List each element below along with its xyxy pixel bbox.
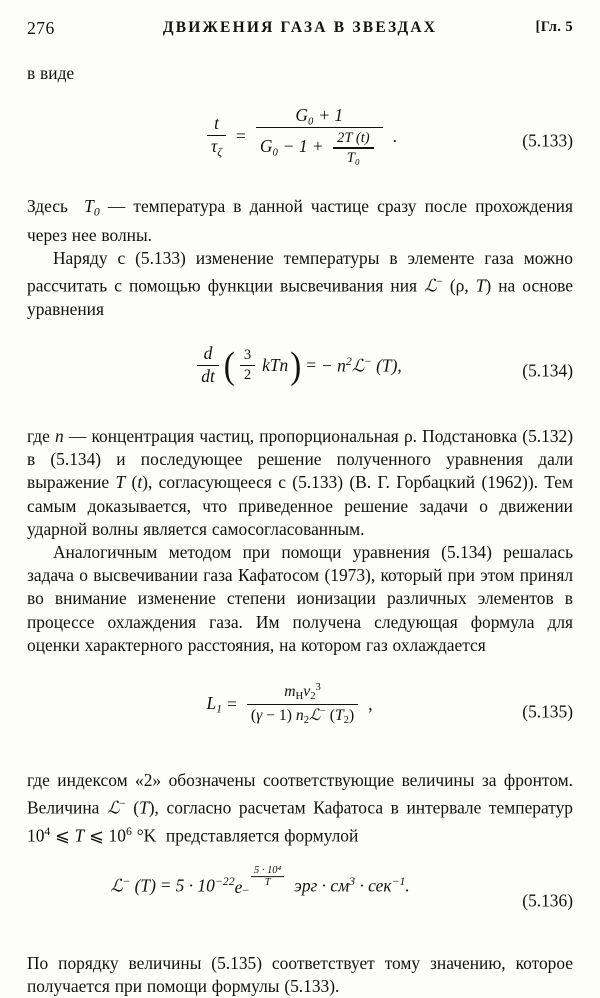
eq5136-exp-den: T: [264, 877, 271, 889]
eq5135-relation: =: [227, 693, 237, 714]
eq5134-inner-num: 3: [243, 347, 252, 364]
eq5133-tau-subscript: ζ: [217, 144, 223, 159]
eq5134-inner-fraction: [240, 346, 255, 384]
paragraph-final: По порядку величины (5.135) соответствует тому значению, которое получается при помощи формулы (5.133).: [27, 952, 573, 996]
eq5136-coefficient: $5 \cdot 10^{-22}$: [175, 874, 235, 896]
eq5134-relation: =: [306, 354, 317, 375]
eq5135-trailing: ,: [368, 693, 373, 714]
equation-number-5-135: (5.135): [522, 701, 573, 722]
eq5133-nested-den: T₀: [346, 149, 360, 166]
eq5136-exp-fraction: [251, 865, 284, 889]
paragraph-naryadu: Наряду с (5.133) изменение температуры в элементе газа можно рассчитать с помощью функции высвечивания ния ℒ− (ρ, T) на основе уравнения: [27, 247, 573, 319]
eq5134-rhs: − $n^2ℒ^-$ (T),: [321, 353, 402, 376]
eq5133-rhs-num-text: G₀ + 1: [295, 105, 344, 126]
eq5135-lhs: $L_1$: [206, 692, 223, 716]
equation-5-134: $\frac{d}{dt}$ ( $\frac{3}{2}$ kTn ) = − $n^2ℒ^-$ (T), (5.134): [27, 343, 573, 399]
body-text: [27, 62, 573, 998]
eq5133-den-left: G₀ − 1 +: [259, 135, 324, 156]
equation-5-133: [27, 105, 573, 177]
equation-number-5-136: (5.136): [522, 890, 573, 911]
eq5133-lhs-numerator: t: [214, 113, 219, 134]
eq5136-units: эрг · $см^3 \cdot сек^{-1}$.: [294, 874, 410, 896]
eq5136-lhs: ℒ− (T): [110, 874, 156, 896]
eq5134-d-den: dt: [201, 365, 215, 386]
eq5133-rhs-denominator: [256, 128, 383, 168]
paragraph-analogichnym: Аналогичным методом при помощи уравнения (5.134) решалась задача о высвечивании газа Кафатосом (1973), который при этом принял во внимание изменение степени ионизации различных элементов в процессе охлаждения газа. Им получена следующая формула для оценки характерного расстояния, на котором газ охлаждается: [27, 542, 573, 655]
eq5133-lhs-fraction: [207, 113, 226, 159]
eq5133-relation: =: [236, 126, 246, 147]
eq5136-exp-sign: −: [242, 882, 250, 897]
page-folio: 276: [27, 18, 55, 38]
eq5134-d-num: d: [203, 343, 213, 364]
eq5133-nested-num: 2T (t): [337, 129, 370, 146]
eq5134-inner-den: 2: [243, 366, 252, 383]
lead-in-text: в виде: [27, 63, 75, 83]
chapter-marker: [Гл. 5: [535, 19, 573, 35]
eq5133-lhs-denominator: [207, 136, 226, 160]
eq5136-exp-num: 5 · 10⁴: [254, 864, 282, 876]
eq5133-nested-fraction: [333, 129, 374, 167]
eq5133-tau: τ: [211, 136, 218, 157]
eq5133-rhs-numerator: [291, 105, 347, 126]
equation-number-5-133: (5.133): [522, 130, 573, 151]
eq5135-numerator: $m_Hv_2^3$: [284, 682, 321, 702]
eq5133-trailing: .: [392, 126, 397, 147]
equation-5-136: [27, 864, 573, 928]
eq5136-exponential: [234, 864, 285, 898]
eq5135-denominator: (γ − 1) $n_2ℒ^-$ $(T_2)$: [250, 706, 355, 726]
paragraph-gde-n: где n — концентрация частиц, пропорциональная ρ. Подстановка (5.132) в (5.134) и последующее решение полученного уравнения дали выражение T (t), согласующееся с (5.133) (В. Г. Горбацкий (1962)). Тем самым доказывается, что приведенное решение задачи о движении ударной волны является самосогласованным.: [27, 426, 574, 539]
eq5136-relation: =: [160, 875, 171, 896]
eq5134-inner-tail: kTn: [262, 354, 289, 375]
eq5135-fraction: [247, 681, 358, 728]
paragraph-zdes: Здесь $T_0$ — температура в данной частице сразу после прохождения через нее волны.: [27, 196, 573, 245]
running-head: [0, 18, 600, 44]
eq5136-exp-base: e: [234, 876, 243, 897]
equation-5-135: [27, 681, 573, 743]
paragraph-gde-indeksom: где индексом «2» обозначены соответствующие величины за фронтом. Величина ℒ− (T), согласно расчетам Кафатоса в интервале температур $10^4$ ⩽ T ⩽ $10^6$ °K представляется формулой: [27, 770, 574, 846]
equation-number-5-134: (5.134): [522, 360, 573, 381]
eq5134-derivative: [197, 343, 219, 387]
running-title: ДВИЖЕНИЯ ГАЗА В ЗВЕЗДАХ: [162, 19, 438, 36]
eq5133-rhs-fraction: [256, 105, 383, 168]
